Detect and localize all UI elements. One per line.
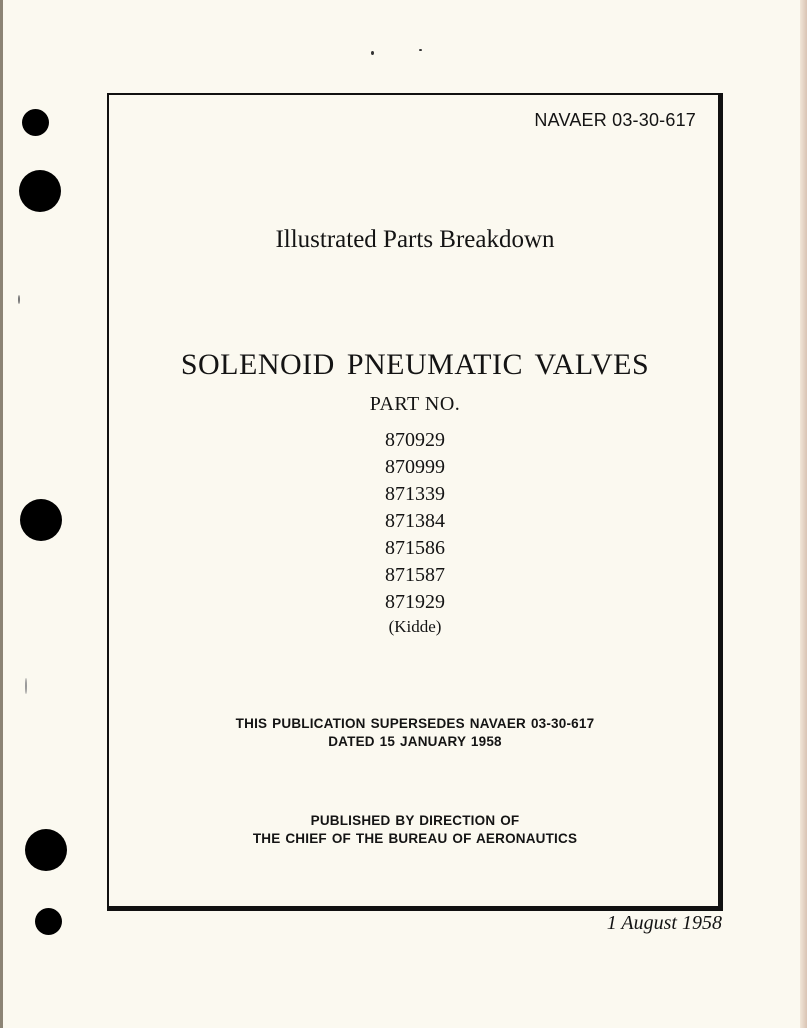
part-number-item: 871587 [385, 564, 445, 586]
punch-hole-2 [19, 170, 61, 212]
published-by-notice [180, 812, 650, 848]
part-number-label: PART NO. [369, 393, 461, 415]
published-by-line-1: PUBLISHED BY DIRECTION OF [310, 813, 520, 828]
manufacturer-name: (Kidde) [388, 617, 442, 636]
scan-page-edge-right [800, 0, 807, 1028]
punch-hole-4 [25, 829, 67, 871]
part-number-item: 870929 [385, 429, 445, 451]
part-number-list [107, 427, 723, 616]
part-number-item: 870999 [385, 456, 445, 478]
punch-hole-5 [35, 908, 62, 935]
scan-speck [18, 295, 20, 304]
scan-page-edge-left [0, 0, 3, 1028]
document-title: SOLENOID PNEUMATIC VALVES [180, 348, 650, 381]
scan-speck [419, 49, 422, 51]
published-by-line-2: THE CHIEF OF THE BUREAU OF AERONAUTICS [252, 831, 578, 846]
supersedes-notice [180, 715, 650, 751]
supersedes-line-1: THIS PUBLICATION SUPERSEDES NAVAER 03-30-617 [235, 716, 595, 731]
document-number: NAVAER 03-30-617 [534, 110, 696, 130]
document-subtitle: Illustrated Parts Breakdown [275, 226, 555, 253]
publication-date: 1 August 1958 [606, 912, 722, 934]
part-number-item: 871929 [385, 591, 445, 613]
part-number-item: 871384 [385, 510, 445, 532]
supersedes-line-2: DATED 15 JANUARY 1958 [328, 734, 502, 749]
scan-speck [371, 51, 374, 55]
part-number-item: 871586 [385, 537, 445, 559]
punch-hole-1 [22, 109, 49, 136]
scan-speck [25, 678, 27, 694]
punch-hole-3 [20, 499, 62, 541]
part-number-item: 871339 [385, 483, 445, 505]
